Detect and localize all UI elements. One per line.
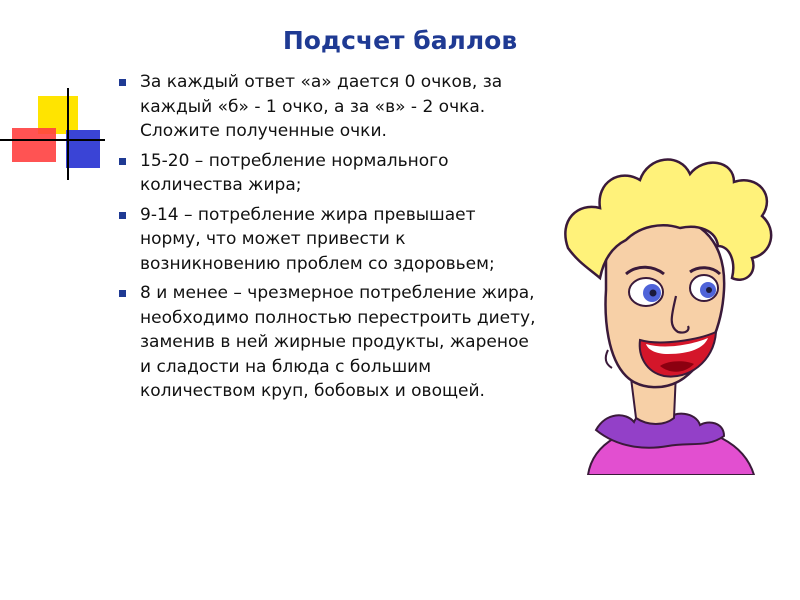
list-item: [116, 70, 536, 144]
bullet-icon: [119, 158, 126, 165]
blue-square: [66, 130, 100, 168]
bullet-text: За каждый ответ «а» дается 0 очков, за каждый «б» - 1 очко, а за «в» - 2 очка. Сложите полученные очки.: [140, 72, 503, 141]
red-square: [12, 128, 56, 162]
bullet-icon: [119, 79, 126, 86]
list-item: [116, 203, 536, 277]
bullet-text: 8 и менее – чрезмерное потребление жира, необходимо полностью перестроить диету, заменив в ней жирные продукты, жареное и сладости на блюда с большим количеством круп, бобовых и овощей.: [140, 283, 536, 401]
page-title: Подсчет баллов: [282, 26, 518, 55]
bullet-text: 15-20 – потребление нормального количества жира;: [140, 150, 449, 195]
decorative-squares: [0, 0, 110, 190]
bullet-text: 9-14 – потребление жира превышает норму, что может привести к возникновению проблем со здоровьем;: [140, 204, 495, 274]
bullet-list: [116, 70, 536, 409]
list-item: [116, 149, 536, 198]
cartoon-woman: [548, 150, 788, 475]
list-item: [116, 281, 536, 404]
bullet-icon: [119, 290, 126, 297]
bullet-icon: [119, 212, 126, 219]
earring: [606, 350, 612, 368]
